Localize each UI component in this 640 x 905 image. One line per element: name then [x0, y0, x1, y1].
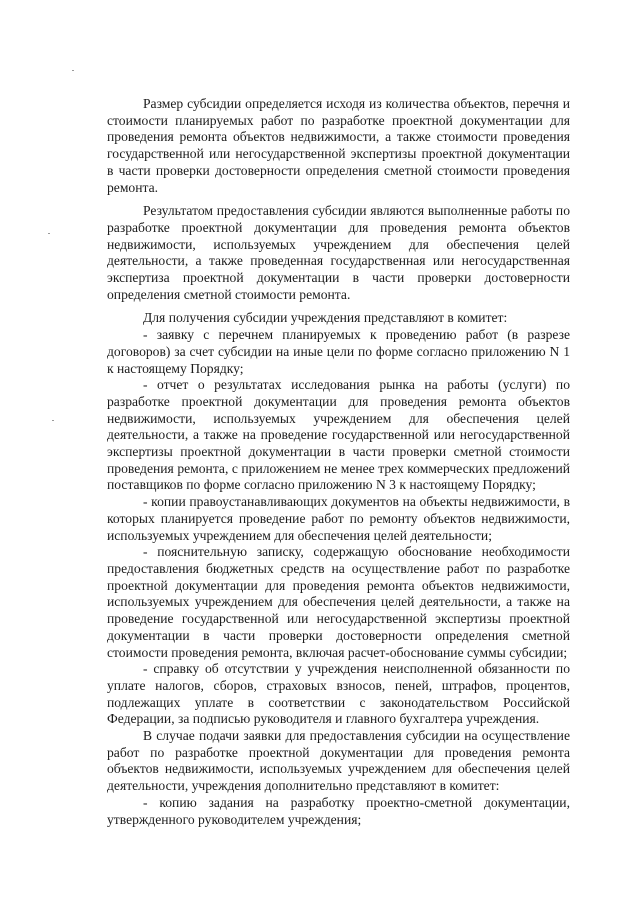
paragraph-documents-intro: Для получения субсидии учреждения представляют в комитет: — [143, 310, 508, 326]
paragraph-subsidy-size: Размер субсидии определяется исходя из количества объектов, перечня и стоимости планируемых работ по разработке проектной документации для проведения ремонта объектов недвижимости, а также стоимости проведения государственной или негосударственной экспертизы проектной документации в части проверки достоверности определения сметной стоимости проведения ремонта. — [107, 96, 570, 195]
scan-speck — [52, 420, 54, 421]
list-item-title-documents: - копии правоустанавливающих документов на объекты недвижимости, в которых планируется проведение работ по ремонту объектов недвижимости, используемых учреждением для обеспечения целей деятельности; — [107, 494, 570, 543]
paragraph-additional-documents: В случае подачи заявки для предоставления субсидии на осуществление работ по разработке проектной документации для проведения ремонта объектов недвижимости, используемых учреждением для обеспечения целей деятельности, учреждения дополнительно представляют в комитет: — [107, 728, 570, 794]
document-body — [107, 96, 570, 828]
list-item-market-report: - отчет о результатах исследования рынка на работы (услуги) по разработке проектной документации для проведения ремонта объектов недвижимости, используемых учреждением для обеспечения целей деятельности, а также на проведение государственной или негосударственной экспертизы проектной документации в части проверки сметной стоимости проведения ремонта, с приложением не менее трех коммерческих предложений поставщиков по форме согласно приложению N 3 к настоящему Порядку; — [107, 377, 570, 493]
list-item-application: - заявку с перечнем планируемых к проведению работ (в разрезе договоров) за счет субсидии на иные цели по форме согласно приложению N 1 к настоящему Порядку; — [107, 327, 570, 376]
list-item-explanatory-note: - пояснительную записку, содержащую обоснование необходимости предоставления бюджетных средств на осуществление работ по разработке проектной документации для проведения ремонта объектов недвижимости, используемых учреждением для обеспечения целей деятельности, а также на проведение государственной или негосударственной экспертизы проектной документации в части проверки достоверности определения сметной стоимости проведения ремонта, включая расчет-обоснование суммы субсидии; — [107, 544, 570, 660]
list-item-design-assignment: - копию задания на разработку проектно-сметной документации, утвержденного руководителем учреждения; — [107, 794, 570, 827]
scan-speck — [48, 233, 50, 234]
list-item-tax-certificate: - справку об отсутствии у учреждения неисполненной обязанности по уплате налогов, сборов, страховых взносов, пеней, штрафов, процентов, подлежащих уплате в соответствии с законодательством Российской Федерации, за подписью руководителя и главного бухгалтера учреждения. — [107, 661, 570, 727]
scan-speck — [72, 70, 74, 71]
paragraph-subsidy-result: Результатом предоставления субсидии являются выполненные работы по разработке проектной документации для проведения ремонта объектов недвижимости, используемых учреждением для обеспечения целей деятельности, а также проведенная государственная или негосударственная экспертиза проектной документации в части проверки достоверности определения сметной стоимости ремонта. — [107, 203, 570, 302]
